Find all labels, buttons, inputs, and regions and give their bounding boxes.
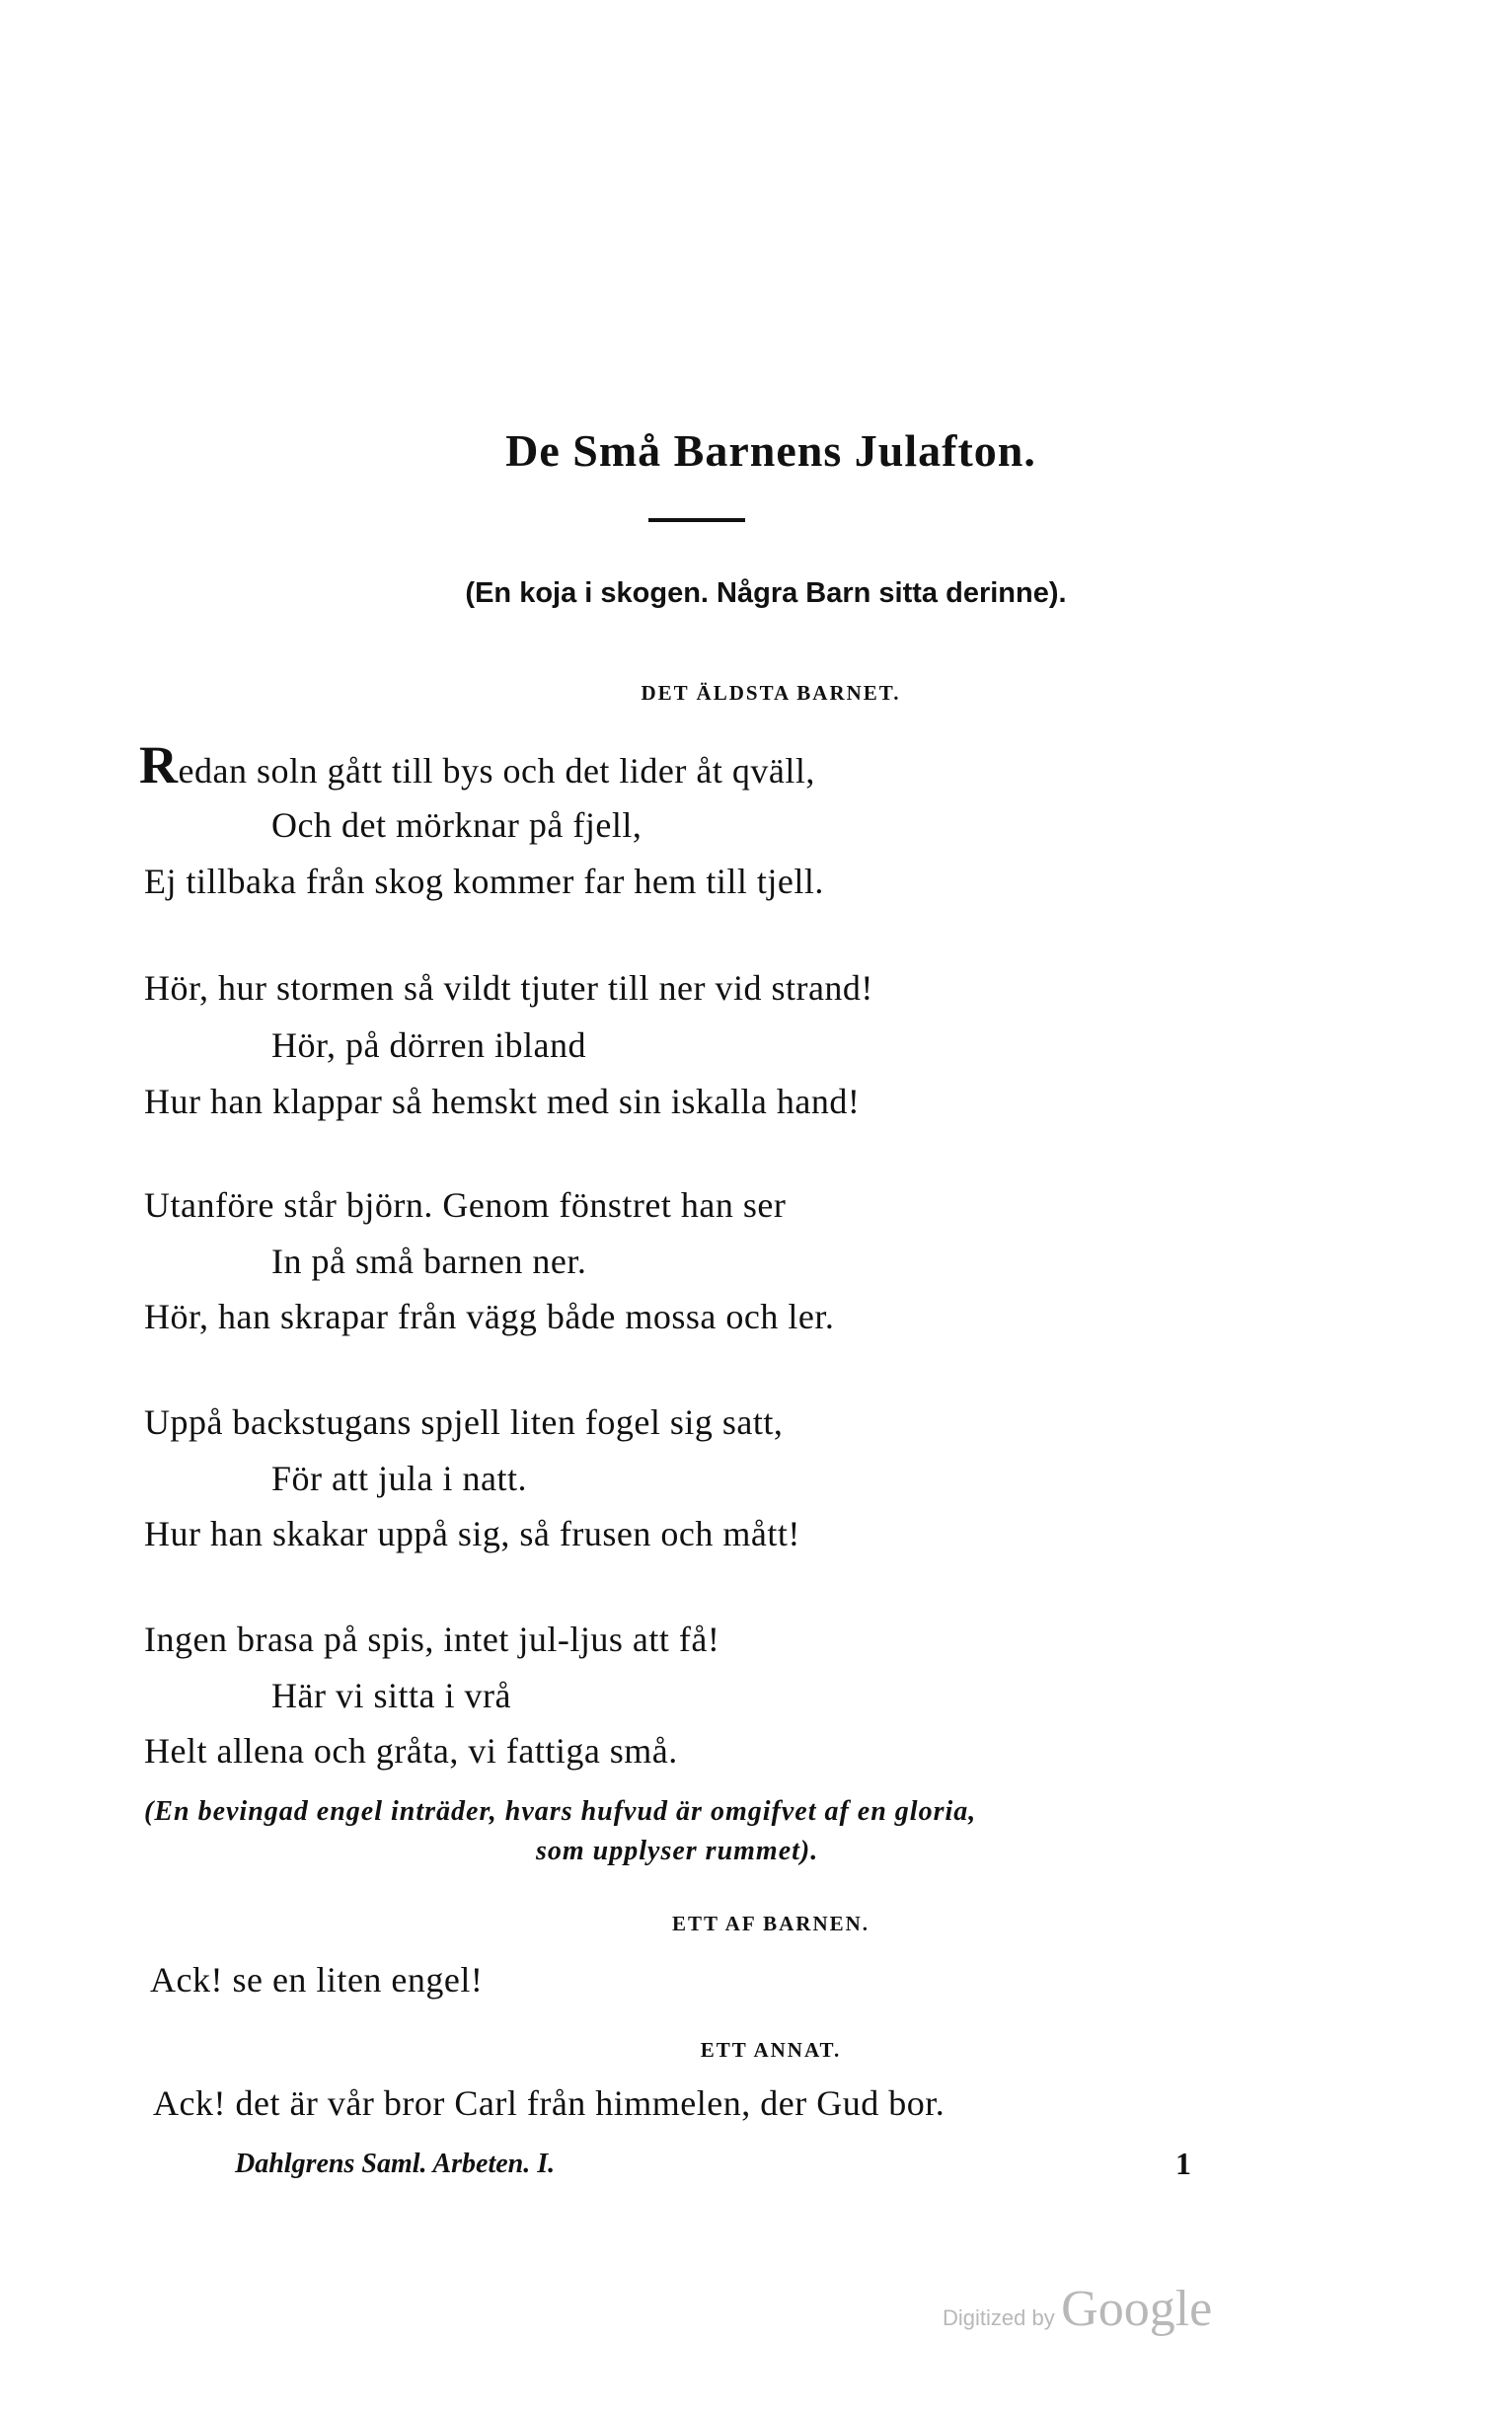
verse-line: Uppå backstugans spjell liten fogel sig satt, (144, 1402, 784, 1442)
page-number: 1 (1175, 2146, 1191, 2181)
speaker-label: ETT ANNAT. (700, 2038, 842, 2062)
footer-source: Dahlgrens Saml. Arbeten. I. (235, 2149, 556, 2179)
verse-line: Ack! det är vår bror Carl från himmelen, der Gud bor. (153, 2083, 945, 2123)
verse-line: Ack! se en liten engel! (150, 1960, 484, 2000)
stage-direction: (En bevingad engel inträder, hvars hufvud är omgifvet af en gloria, (144, 1796, 977, 1827)
stage-direction: som upplyser rummet). (536, 1836, 819, 1866)
verse-line: Här vi sitta i vrå (271, 1676, 511, 1715)
verse-line: Ingen brasa på spis, intet jul-ljus att få! (144, 1620, 720, 1659)
page-title: De Små Barnens Julafton. (505, 425, 1036, 476)
watermark (943, 2280, 1212, 2338)
verse-line: Redan soln gått till bys och det lider åt qväll, (139, 735, 815, 794)
verse-line: Hör, hur stormen så vildt tjuter till ner vid strand! (144, 968, 873, 1008)
speaker-label: ETT AF BARNEN. (671, 1912, 870, 1935)
speaker-label: DET ÄLDSTA BARNET. (641, 681, 901, 705)
verse-line: Och det mörknar på fjell, (271, 805, 643, 845)
watermark-prefix: Digitized by (943, 2305, 1055, 2330)
verse-line: Hur han klappar så hemskt med sin iskalla hand! (144, 1082, 861, 1121)
verse-line: Utanföre står björn. Genom fönstret han ser (144, 1185, 787, 1225)
drop-cap: R (139, 735, 179, 794)
verse-line: Hör, han skrapar från vägg både mossa och ler. (144, 1297, 835, 1336)
verse-line: För att jula i natt. (271, 1459, 527, 1498)
title-rule (648, 518, 745, 522)
stage-direction: (En koja i skogen. Några Barn sitta derinne). (465, 577, 1067, 609)
verse-line: Helt allena och gråta, vi fattiga små. (144, 1731, 678, 1771)
verse-line: Ej tillbaka från skog kommer far hem till tjell. (144, 862, 824, 901)
verse-line: In på små barnen ner. (271, 1242, 587, 1281)
watermark-logo: Google (1061, 2281, 1213, 2337)
verse-line: Hur han skakar uppå sig, så frusen och mått! (144, 1514, 800, 1553)
verse-line: Hör, på dörren ibland (271, 1025, 586, 1065)
